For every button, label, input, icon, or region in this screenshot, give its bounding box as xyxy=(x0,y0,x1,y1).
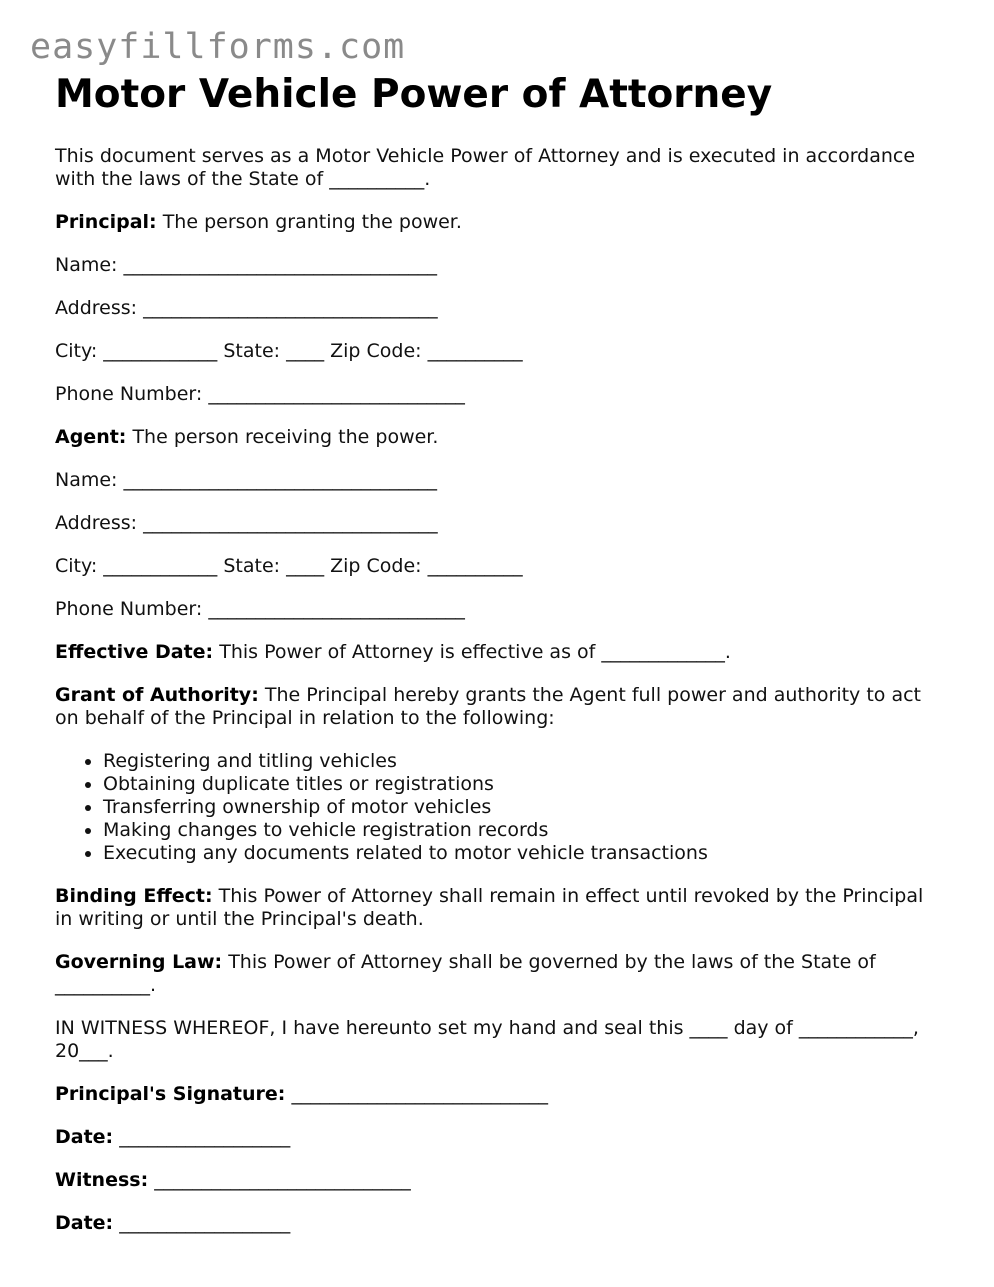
date-line-1 xyxy=(55,1126,945,1149)
grant-paragraph xyxy=(55,684,945,730)
binding-effect-paragraph xyxy=(55,885,945,931)
governing-law-text[interactable]: This Power of Attorney shall be governed by the laws of the State of __________. xyxy=(55,951,876,996)
principal-label: Principal: xyxy=(55,211,157,233)
list-item: • Making changes to vehicle registration records xyxy=(103,819,945,842)
witness-field[interactable]: ___________________________ xyxy=(154,1169,411,1191)
agent-heading xyxy=(55,426,945,449)
list-item: • Registering and titling vehicles xyxy=(103,750,945,773)
list-item: • Transferring ownership of motor vehicles xyxy=(103,796,945,819)
effective-date-paragraph xyxy=(55,641,945,664)
witness-signature-line xyxy=(55,1169,945,1192)
agent-address-field[interactable]: Address: _______________________________ xyxy=(55,512,438,534)
principal-heading xyxy=(55,211,945,234)
page-title: Motor Vehicle Power of Attorney xyxy=(55,72,773,117)
date-line-2 xyxy=(55,1212,945,1235)
date-label-2: Date: xyxy=(55,1212,114,1234)
principal-city-state-zip-field[interactable]: City: ____________ State: ____ Zip Code: __________ xyxy=(55,340,523,362)
governing-law-label: Governing Law: xyxy=(55,951,223,973)
effective-date-label: Effective Date: xyxy=(55,641,214,663)
witness-clause[interactable]: IN WITNESS WHEREOF, I have hereunto set my hand and seal this ____ day of ____________, 20___. xyxy=(55,1017,919,1062)
list-item: • Obtaining duplicate titles or registrations xyxy=(103,773,945,796)
principal-phone-field[interactable]: Phone Number: ___________________________ xyxy=(55,383,465,405)
grant-label: Grant of Authority: xyxy=(55,684,259,706)
principal-signature-label: Principal's Signature: xyxy=(55,1083,286,1105)
principal-name-field[interactable]: Name: _________________________________ xyxy=(55,254,437,276)
authority-list xyxy=(55,750,945,865)
date-label-1: Date: xyxy=(55,1126,114,1148)
principal-address-field[interactable]: Address: _______________________________ xyxy=(55,297,438,319)
agent-name-field[interactable]: Name: _________________________________ xyxy=(55,469,437,491)
grant-text: The Principal hereby grants the Agent full power and authority to act on behalf of the Principal in relation to the following: xyxy=(55,684,921,729)
date-field-2[interactable]: __________________ xyxy=(119,1212,291,1234)
binding-effect-text: This Power of Attorney shall remain in effect until revoked by the Principal in writing or until the Principal's death. xyxy=(55,885,924,930)
binding-effect-label: Binding Effect: xyxy=(55,885,213,907)
date-field-1[interactable]: __________________ xyxy=(119,1126,291,1148)
document-page xyxy=(55,72,945,1255)
agent-city-state-zip-field[interactable]: City: ____________ State: ____ Zip Code: __________ xyxy=(55,555,523,577)
witness-label: Witness: xyxy=(55,1169,149,1191)
list-item: • Executing any documents related to motor vehicle transactions xyxy=(103,842,945,865)
principal-desc: The person granting the power. xyxy=(162,211,462,233)
agent-desc: The person receiving the power. xyxy=(132,426,439,448)
principal-signature-line xyxy=(55,1083,945,1106)
effective-date-text[interactable]: This Power of Attorney is effective as of _____________. xyxy=(219,641,731,663)
agent-label: Agent: xyxy=(55,426,127,448)
agent-phone-field[interactable]: Phone Number: ___________________________ xyxy=(55,598,465,620)
intro-paragraph: This document serves as a Motor Vehicle Power of Attorney and is executed in accordance with the laws of the State of __________. xyxy=(55,145,916,190)
principal-signature-field[interactable]: ___________________________ xyxy=(291,1083,548,1105)
governing-law-paragraph xyxy=(55,951,945,997)
watermark: easyfillforms.com xyxy=(30,27,406,67)
